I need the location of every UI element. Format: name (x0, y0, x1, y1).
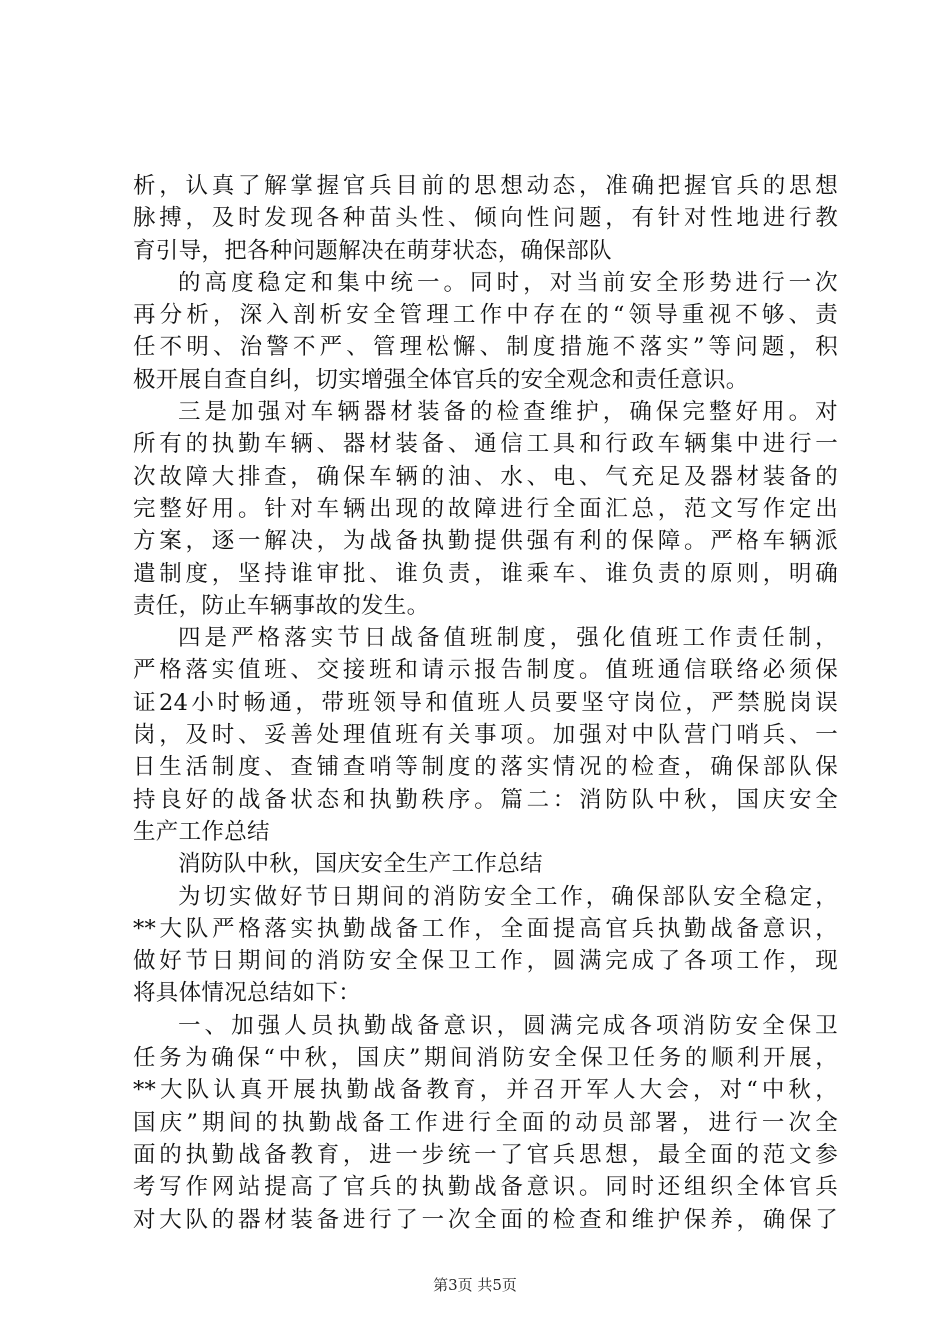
text-line: 考写作网站提高了官兵的执勤战备意识。同时还组织全体官兵 (133, 1174, 838, 1201)
text-line: **大队认真开展执勤战备教育，并召开军人大会，对“中秋， (133, 1077, 838, 1104)
text-line: 方案，逐一解决，为战备执勤提供强有利的保障。严格车辆派 (133, 528, 838, 555)
text-line: 再分析，深入剖析安全管理工作中存在的“领导重视不够、责 (133, 302, 838, 329)
text-line: 将具体情况总结如下： (133, 980, 362, 1007)
text-line: 三是加强对车辆器材装备的检查维护，确保完整好用。对 (178, 399, 838, 426)
text-line: 生产工作总结 (133, 818, 270, 845)
text-line: 消防队中秋，国庆安全生产工作总结 (178, 851, 543, 878)
text-line: 责任，防止车辆事故的发生。 (133, 592, 430, 619)
text-line: 脉搏，及时发现各种苗头性、倾向性问题，有针对性地进行教 (133, 205, 838, 232)
text-line: 日生活制度、查铺查哨等制度的落实情况的检查，确保部队保 (133, 754, 838, 781)
text-line: 所有的执勤车辆、器材装备、通信工具和行政车辆集中进行一 (133, 431, 838, 458)
text-line: 为切实做好节日期间的消防安全工作，确保部队安全稳定， (178, 883, 838, 910)
text-line: 做好节日期间的消防安全保卫工作，圆满完成了各项工作，现 (133, 948, 838, 975)
text-line: 面的执勤战备教育，进一步统一了官兵思想，最全面的范文参 (133, 1141, 838, 1168)
text-line: 严格落实值班、交接班和请示报告制度。值班通信联络必须保 (133, 657, 838, 684)
text-line: 任务为确保“中秋，国庆”期间消防安全保卫任务的顺利开展， (133, 1045, 838, 1072)
text-line: 育引导，把各种问题解决在萌芽状态，确保部队 (133, 237, 612, 264)
text-line: 国庆”期间的执勤战备工作进行全面的动员部署，进行一次全 (133, 1109, 838, 1136)
text-line: 极开展自查自纠，切实增强全体官兵的安全观念和责任意识。 (133, 366, 749, 393)
text-line: 证24小时畅通，带班领导和值班人员要坚守岗位，严禁脱岗误 (133, 689, 838, 716)
page-footer: 第3页 共5页 (433, 1276, 517, 1294)
text-line: 岗，及时、妥善处理值班有关事项。加强对中队营门哨兵、一 (133, 722, 838, 749)
text-line: 遣制度，坚持谁审批、谁负责，谁乘车、谁负责的原则，明确 (133, 560, 838, 587)
text-line: 四是严格落实节日战备值班制度，强化值班工作责任制， (178, 625, 838, 652)
text-line: 一、加强人员执勤战备意识，圆满完成各项消防安全保卫 (178, 1012, 838, 1039)
text-line: **大队严格落实执勤战备工作，全面提高官兵执勤战备意识， (133, 915, 838, 942)
text-line: 对大队的器材装备进行了一次全面的检查和维护保养，确保了 (133, 1206, 838, 1233)
text-line: 析，认真了解掌握官兵目前的思想动态，准确把握官兵的思想 (133, 173, 838, 199)
text-line: 持良好的战备状态和执勤秩序。篇二：消防队中秋，国庆安全 (133, 786, 838, 813)
text-line: 完整好用。针对车辆出现的故障进行全面汇总，范文写作定出 (133, 495, 838, 522)
text-line: 任不明、治警不严、管理松懈、制度措施不落实”等问题，积 (133, 334, 838, 361)
document-body (133, 170, 838, 1236)
text-line: 次故障大排查，确保车辆的油、水、电、气充足及器材装备的 (133, 463, 838, 490)
text-line: 的高度稳定和集中统一。同时，对当前安全形势进行一次 (178, 269, 838, 296)
